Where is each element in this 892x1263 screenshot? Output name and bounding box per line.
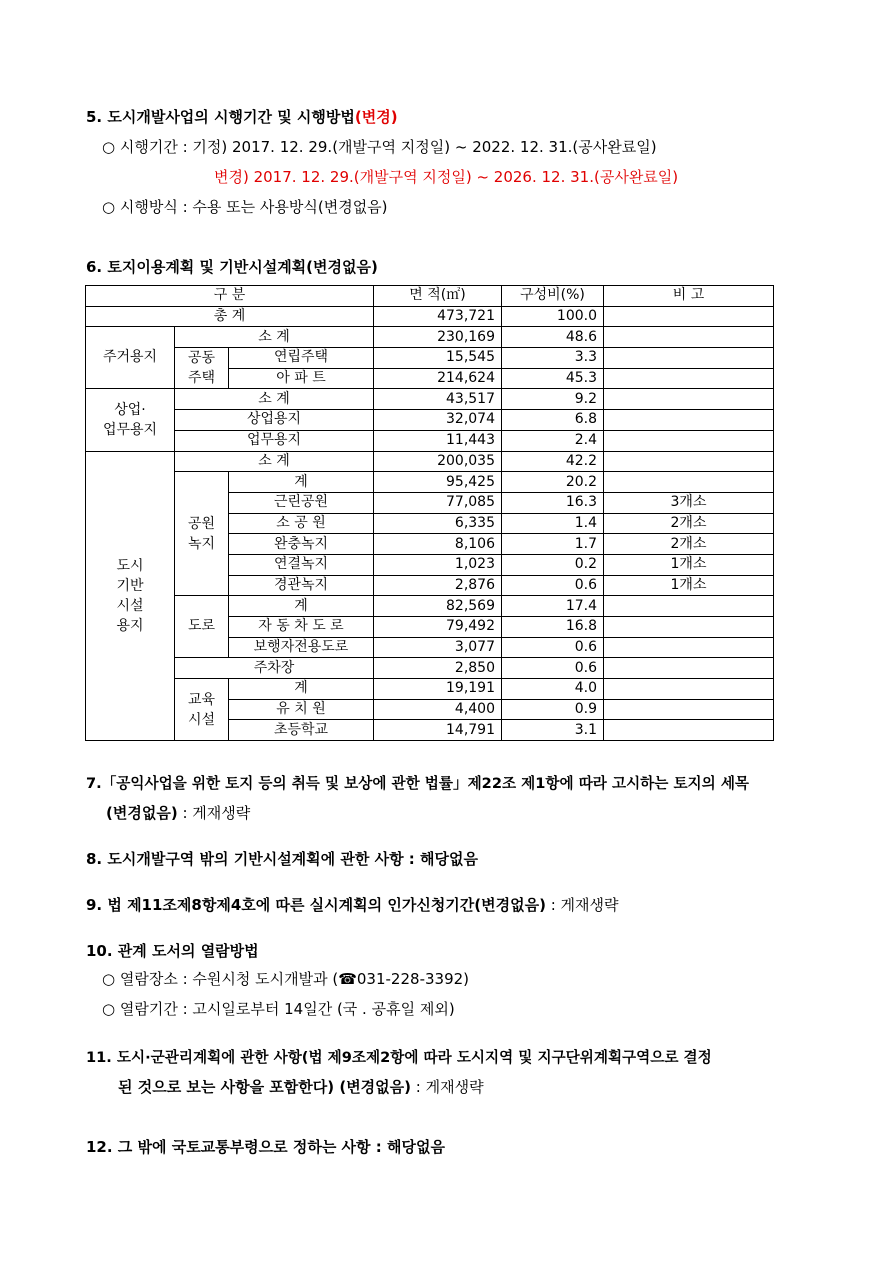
- row-label: 업무용지: [175, 430, 374, 451]
- residential-label: 주거용지: [86, 327, 175, 389]
- section-7-title: 7.「공익사업을 위한 토지 등의 취득 및 보상에 관한 법률」제22조 제1항에 따라 고시하는 토지의 세목: [86, 775, 750, 792]
- section-7-title-cont: (변경없음): [106, 804, 178, 822]
- table-row: [86, 451, 774, 472]
- header-note: 비 고: [604, 286, 774, 307]
- row-note: 1개소: [604, 554, 774, 575]
- row-ratio: 16.8: [502, 617, 604, 638]
- residential-subtotal-label: 소 계: [175, 327, 374, 348]
- commercial-label: 상업· 업무용지: [86, 389, 175, 451]
- change-marker: (변경): [354, 108, 398, 126]
- row-label: 상업용지: [175, 410, 374, 431]
- row-area: 82,569: [374, 596, 502, 617]
- row-ratio: 0.6: [502, 575, 604, 596]
- table-header-row: [86, 286, 774, 307]
- row-note: 1개소: [604, 575, 774, 596]
- edu-group-label: 교육 시설: [175, 679, 229, 741]
- row-note: 3개소: [604, 492, 774, 513]
- row-ratio: 3.1: [502, 720, 604, 741]
- row-label: 유 치 원: [229, 699, 374, 720]
- note-cell: [604, 430, 774, 451]
- section-9-title: 9. 법 제11조제8항제4호에 따른 실시계획의 인가신청기간(변경없음): [86, 896, 546, 914]
- row-ratio: 6.8: [502, 410, 604, 431]
- section-11-title-cont: 된 것으로 보는 사항을 포함한다) (변경없음): [118, 1078, 412, 1096]
- period-after: 변경) 2017. 12. 29.(개발구역 지정일) ~ 2026. 12. 31.(공사완료일): [214, 168, 679, 186]
- row-area: 2,876: [374, 575, 502, 596]
- row-ratio: 17.4: [502, 596, 604, 617]
- table-row: [86, 430, 774, 451]
- table-row: [86, 410, 774, 431]
- park-group-label: 공원 녹지: [175, 472, 229, 596]
- parking-label: 주차장: [175, 658, 374, 679]
- table-row: [86, 472, 774, 493]
- row-ratio: 1.7: [502, 534, 604, 555]
- row-label: 아 파 트: [229, 368, 374, 389]
- infra-subtotal-ratio: 42.2: [502, 451, 604, 472]
- infra-label: 도시 기반 시설 용지: [86, 451, 175, 741]
- section-5-title: [86, 106, 398, 127]
- row-area: 79,492: [374, 617, 502, 638]
- row-label: 자 동 차 도 로: [229, 617, 374, 638]
- infra-subtotal-label: 소 계: [175, 451, 374, 472]
- row-area: 1,023: [374, 554, 502, 575]
- row-area: 8,106: [374, 534, 502, 555]
- table-row: [86, 306, 774, 327]
- row-label: 소 공 원: [229, 513, 374, 534]
- note-cell: [604, 658, 774, 679]
- section-12-title: 12. 그 밖에 국토교통부령으로 정하는 사항 : 해당없음: [86, 1138, 445, 1156]
- residential-subtotal-area: 230,169: [374, 327, 502, 348]
- row-note: [604, 472, 774, 493]
- row-ratio: 4.0: [502, 679, 604, 700]
- parking-area: 2,850: [374, 658, 502, 679]
- row-area: 11,443: [374, 430, 502, 451]
- note-cell: [604, 679, 774, 700]
- total-label: 총 계: [86, 306, 374, 327]
- commercial-subtotal-label: 소 계: [175, 389, 374, 410]
- total-ratio: 100.0: [502, 306, 604, 327]
- section-5-title-text: 5. 도시개발사업의 시행기간 및 시행방법: [86, 108, 355, 126]
- header-category: 구 분: [86, 286, 374, 307]
- infra-subtotal-area: 200,035: [374, 451, 502, 472]
- row-label: 경관녹지: [229, 575, 374, 596]
- row-label: 계: [229, 679, 374, 700]
- row-area: 214,624: [374, 368, 502, 389]
- row-ratio: 45.3: [502, 368, 604, 389]
- inspection-period: ○ 열람기간 : 고시일로부터 14일간 (국 . 공휴일 제외): [102, 1000, 455, 1018]
- note-cell: [604, 348, 774, 369]
- period-before: ○ 시행기간 : 기정) 2017. 12. 29.(개발구역 지정일) ~ 2022. 12. 31.(공사완료일): [102, 138, 657, 156]
- section-6-title: 6. 토지이용계획 및 기반시설계획(변경없음): [86, 258, 378, 276]
- row-area: 32,074: [374, 410, 502, 431]
- row-label: 연결녹지: [229, 554, 374, 575]
- note-cell: [604, 699, 774, 720]
- row-ratio: 1.4: [502, 513, 604, 534]
- row-label: 연립주택: [229, 348, 374, 369]
- note-cell: [604, 451, 774, 472]
- note-cell: [604, 389, 774, 410]
- row-label: 계: [229, 472, 374, 493]
- row-area: 4,400: [374, 699, 502, 720]
- land-use-table: [85, 285, 774, 741]
- row-ratio: 2.4: [502, 430, 604, 451]
- method-line: ○ 시행방식 : 수용 또는 사용방식(변경없음): [102, 198, 388, 216]
- row-ratio: 20.2: [502, 472, 604, 493]
- section-11-line2: [118, 1076, 484, 1097]
- section-11-title: 11. 도시·군관리계획에 관한 사항(법 제9조제2항에 따라 도시지역 및 지구단위계획구역으로 결정: [86, 1049, 712, 1066]
- section-9: [86, 894, 619, 915]
- note-cell: [604, 617, 774, 638]
- parking-ratio: 0.6: [502, 658, 604, 679]
- row-area: 77,085: [374, 492, 502, 513]
- section-7-line2: [106, 802, 250, 823]
- section-10-title: 10. 관계 도서의 열람방법: [86, 942, 259, 960]
- note-cell: [604, 410, 774, 431]
- row-label: 보행자전용도로: [229, 637, 374, 658]
- road-group-label: 도로: [175, 596, 229, 658]
- row-note: 2개소: [604, 513, 774, 534]
- note-cell: [604, 637, 774, 658]
- section-9-note: : 게재생략: [545, 896, 619, 914]
- note-cell: [604, 720, 774, 741]
- table-row: [86, 658, 774, 679]
- note-cell: [604, 306, 774, 327]
- table-row: [86, 327, 774, 348]
- row-note: 2개소: [604, 534, 774, 555]
- row-ratio: 0.6: [502, 637, 604, 658]
- section-11-note: : 게재생략: [411, 1078, 484, 1096]
- row-label: 초등학교: [229, 720, 374, 741]
- row-area: 14,791: [374, 720, 502, 741]
- section-8-title: 8. 도시개발구역 밖의 기반시설계획에 관한 사항 : 해당없음: [86, 850, 478, 868]
- note-cell: [604, 327, 774, 348]
- row-area: 6,335: [374, 513, 502, 534]
- residential-subtotal-ratio: 48.6: [502, 327, 604, 348]
- commercial-subtotal-area: 43,517: [374, 389, 502, 410]
- table-row: [86, 596, 774, 617]
- table-row: [86, 348, 774, 369]
- row-area: 15,545: [374, 348, 502, 369]
- section-7-note: : 게재생략: [177, 804, 251, 822]
- table-row: [86, 389, 774, 410]
- row-area: 19,191: [374, 679, 502, 700]
- row-area: 95,425: [374, 472, 502, 493]
- note-cell: [604, 596, 774, 617]
- note-cell: [604, 368, 774, 389]
- total-area: 473,721: [374, 306, 502, 327]
- header-ratio: 구성비(%): [502, 286, 604, 307]
- commercial-subtotal-ratio: 9.2: [502, 389, 604, 410]
- row-ratio: 16.3: [502, 492, 604, 513]
- row-area: 3,077: [374, 637, 502, 658]
- row-ratio: 0.9: [502, 699, 604, 720]
- table-row: [86, 679, 774, 700]
- row-label: 계: [229, 596, 374, 617]
- row-ratio: 3.3: [502, 348, 604, 369]
- row-label: 완충녹지: [229, 534, 374, 555]
- apartment-group-label: 공동 주택: [175, 348, 229, 389]
- row-label: 근린공원: [229, 492, 374, 513]
- inspection-place: ○ 열람장소 : 수원시청 도시개발과 (☎031-228-3392): [102, 970, 470, 988]
- row-ratio: 0.2: [502, 554, 604, 575]
- header-area: 면 적(㎡): [374, 286, 502, 307]
